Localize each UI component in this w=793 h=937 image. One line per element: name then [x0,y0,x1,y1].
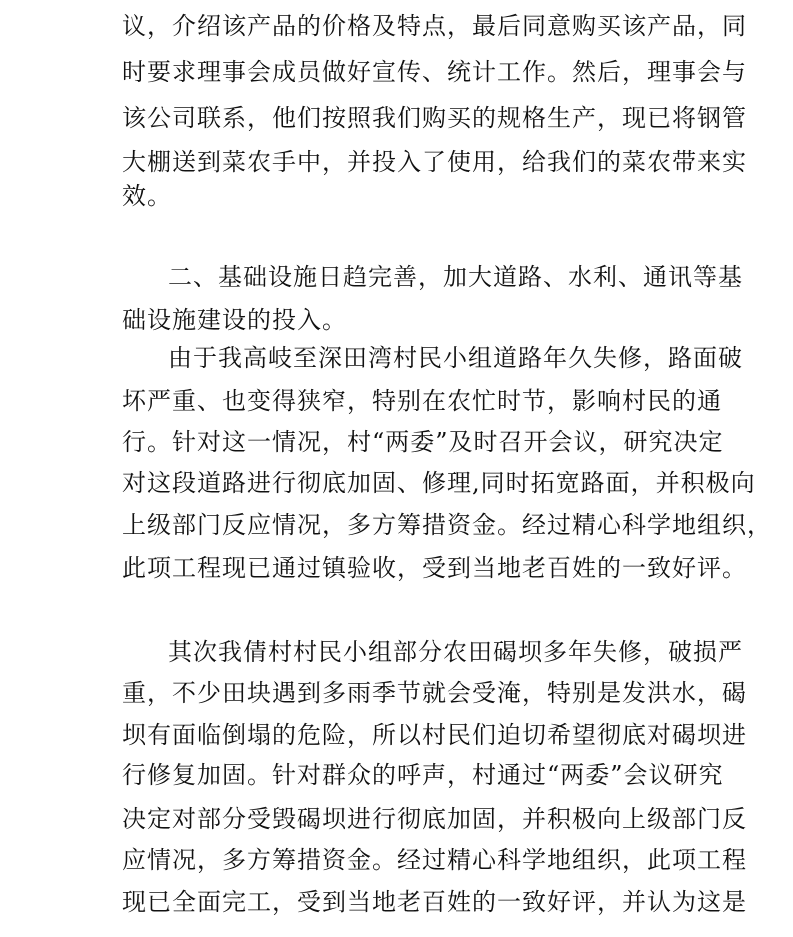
section-heading-line-2: 础设施建设的投入。 [122,306,347,334]
paragraph-3-line-3: 坝有面临倒塌的危险，所以村民们迫切希望彻底对碣坝进 [122,721,747,749]
paragraph-3-line-2: 重，不少田块遇到多雨季节就会受淹，特别是发洪水，碣 [122,679,747,707]
paragraph-2-line-5: 上级部门反应情况，多方筹措资金。经过精心科学地组织， [122,511,772,539]
paragraph-2-line-3: 行。针对这一情况，村“两委”及时召开会议，研究决定 [122,428,724,456]
paragraph-3-line-4: 行修复加固。针对群众的呼声，村通过“两委”会议研究 [122,761,724,789]
paragraph-2-line-6: 此项工程现已通过镇验收，受到当地老百姓的一致好评。 [122,554,747,582]
paragraph-2-line-2: 坏严重、也变得狭窄，特别在农忙时节，影响村民的通 [122,387,722,415]
paragraph-3-line-6: 应情况，多方筹措资金。经过精心科学地组织，此项工程 [122,846,747,874]
paragraph-2-line-4: 对这段道路进行彻底加固、修理,同时拓宽路面，并积极向 [122,469,756,497]
paragraph-1-line-2: 时要求理事会成员做好宣传、统计工作。然后，理事会与 [122,58,747,86]
paragraph-1-line-5: 效。 [122,182,172,210]
paragraph-1-line-1: 议，介绍该产品的价格及特点，最后同意购买该产品，同 [122,12,747,40]
paragraph-3-line-1: 其次我倩村村民小组部分农田碣坝多年失修，破损严 [168,638,743,666]
paragraph-3-line-5: 决定对部分受毁碣坝进行彻底加固，并积极向上级部门反 [122,805,747,833]
section-heading-line-1: 二、基础设施日趋完善，加大道路、水利、通讯等基 [168,263,743,291]
paragraph-1-line-4: 大棚送到菜农手中，并投入了使用，给我们的菜农带来实 [122,148,747,176]
paragraph-2-line-1: 由于我高岐至深田湾村民小组道路年久失修，路面破 [168,344,743,372]
paragraph-3-line-7: 现已全面完工，受到当地老百姓的一致好评，并认为这是 [122,888,747,916]
paragraph-1-line-3: 该公司联系，他们按照我们购买的规格生产，现已将钢管 [122,104,747,132]
